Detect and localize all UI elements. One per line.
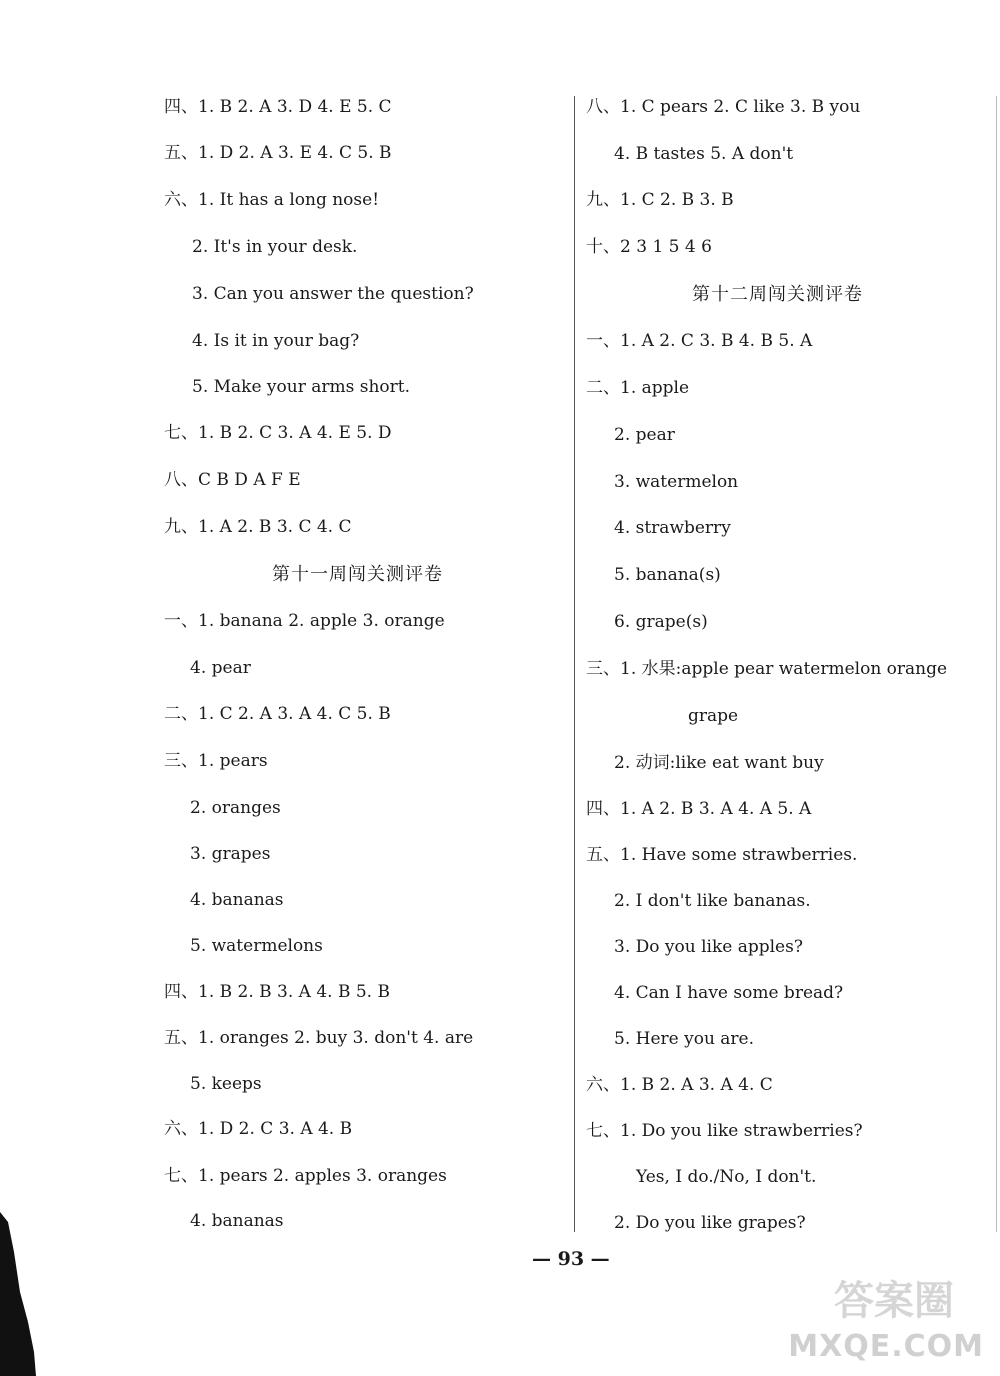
answer-line: 2. Do you like grapes? [614,1213,806,1233]
answer-line: 十、2 3 1 5 4 6 [586,237,712,257]
answer-line: 5. banana(s) [614,565,721,585]
answer-line: 七、1. B 2. C 3. A 4. E 5. D [164,423,392,443]
answer-line: 3. grapes [190,844,271,864]
answer-line: 5. keeps [190,1074,262,1094]
answer-line: 5. watermelons [190,936,323,956]
answer-line: 六、1. B 2. A 3. A 4. C [586,1075,773,1095]
column-divider [574,96,575,1232]
answer-line: 4. Can I have some bread? [614,983,844,1003]
answer-line: 2. I don't like bananas. [614,891,811,911]
section-heading: 第十一周闯关测评卷 [272,564,443,585]
answer-line: 六、1. It has a long nose! [164,190,380,210]
answer-line: 5. Make your arms short. [192,377,411,397]
answer-line: 九、1. C 2. B 3. B [586,190,734,210]
answer-line: 七、1. Do you like strawberries? [586,1121,863,1141]
answer-line: 九、1. A 2. B 3. C 4. C [164,517,352,537]
answer-line: 一、1. A 2. C 3. B 4. B 5. A [586,331,813,351]
answer-line: 4. bananas [190,890,284,910]
answer-line: 4. B tastes 5. A don't [614,144,794,164]
answer-line: 2. oranges [190,798,281,818]
section-heading: 第十二周闯关测评卷 [692,284,863,305]
answer-line: 4. pear [190,658,251,678]
answer-line: 四、1. B 2. A 3. D 4. E 5. C [164,97,392,117]
watermark-logo [788,1276,994,1372]
answer-line: 二、1. apple [586,378,690,398]
answer-line: 五、1. D 2. A 3. E 4. C 5. B [164,143,392,163]
answer-line: 四、1. B 2. B 3. A 4. B 5. B [164,982,390,1002]
answer-line: 5. Here you are. [614,1029,755,1049]
answer-line: 五、1. oranges 2. buy 3. don't 4. are [164,1028,474,1048]
answer-line: 2. pear [614,425,675,445]
answer-line: 八、C B D A F E [164,470,301,490]
answer-line: 八、1. C pears 2. C like 3. B you [586,97,861,117]
answer-line: 3. watermelon [614,472,739,492]
answer-line: grape [688,706,739,726]
answer-line: 五、1. Have some strawberries. [586,845,858,865]
page-number: — 93 — [532,1248,610,1270]
answer-line: 四、1. A 2. B 3. A 4. A 5. A [586,799,812,819]
answer-line: 4. strawberry [614,518,731,538]
answer-line: 4. Is it in your bag? [192,331,360,351]
answer-line: 3. Can you answer the question? [192,284,474,304]
watermark-en: MXQE.COM [788,1329,984,1364]
watermark-cn: 答案圈 [834,1278,954,1324]
answer-line: 二、1. C 2. A 3. A 4. C 5. B [164,704,391,724]
answer-line: 一、1. banana 2. apple 3. orange [164,611,445,631]
answer-line: 三、1. 水果:apple pear watermelon orange [586,659,948,679]
answer-line: 2. 动词:like eat want buy [614,753,824,773]
answer-line: 七、1. pears 2. apples 3. oranges [164,1166,447,1186]
answer-line: 六、1. D 2. C 3. A 4. B [164,1119,353,1139]
answer-line: 6. grape(s) [614,612,708,632]
answer-line: 4. bananas [190,1211,284,1231]
scan-shadow [0,1212,36,1376]
answer-line: Yes, I do./No, I don't. [636,1167,817,1187]
page-edge-line [996,96,997,1232]
answer-line: 3. Do you like apples? [614,937,803,957]
answer-line: 三、1. pears [164,751,268,771]
answer-line: 2. It's in your desk. [192,237,358,257]
